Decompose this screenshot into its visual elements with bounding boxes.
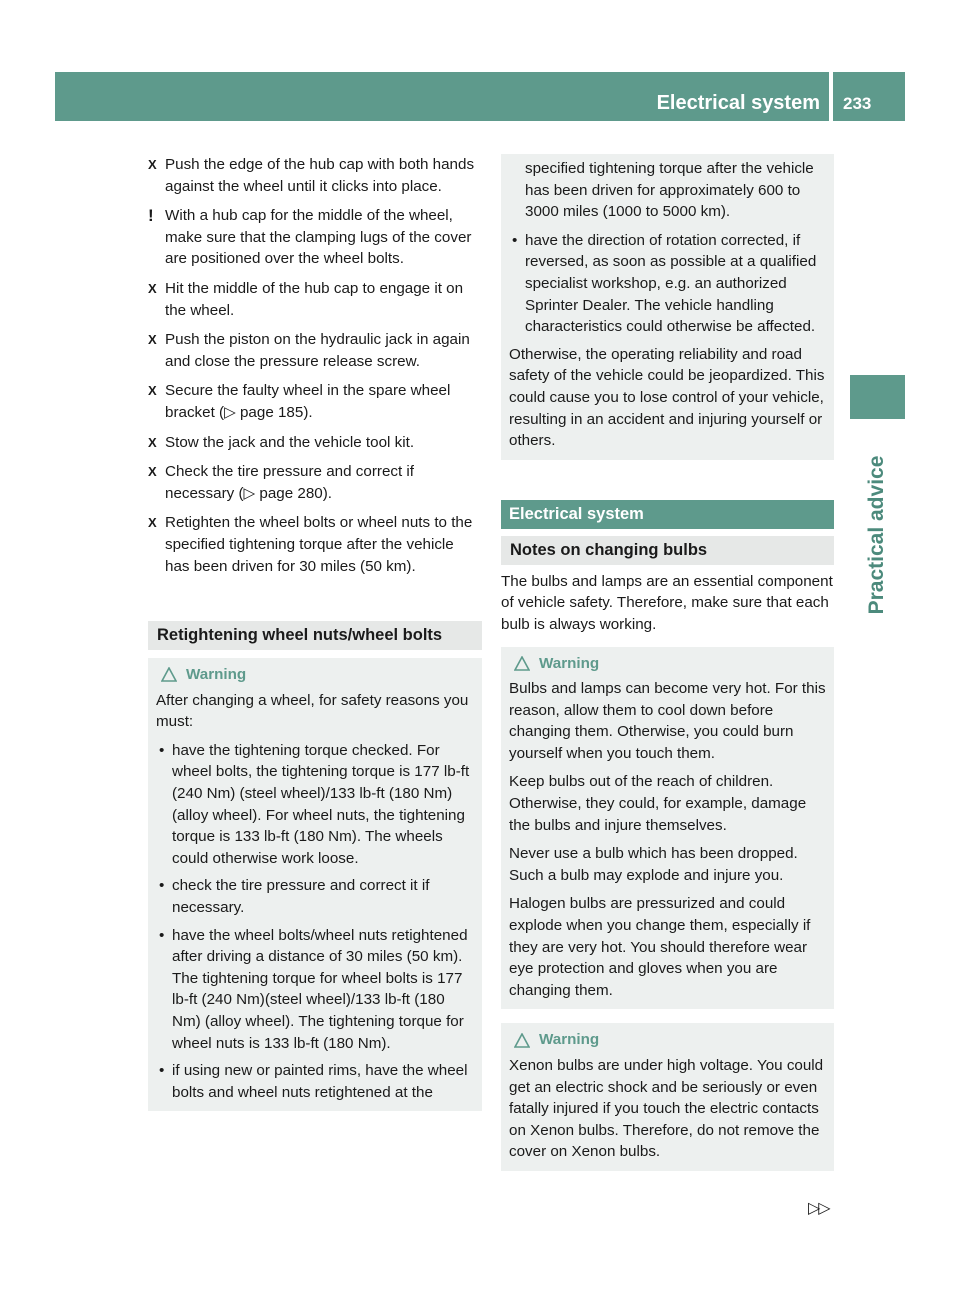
list-item: • if using new or painted rims, have the wheel bolts and wheel nuts retightened at the: [159, 1062, 468, 1101]
warning-text: Keep bulbs out of the reach of children. Otherwise, they could, for example, damage the bulbs and injure themselves.: [509, 773, 807, 834]
step-arrow-icon: X: [148, 434, 157, 450]
section-heading-bulbs: Notes on changing bulbs: [501, 536, 834, 565]
exclamation-icon: !: [148, 206, 154, 226]
warning-title: Warning: [509, 1029, 826, 1051]
warning-box: [148, 658, 482, 1111]
warning-text: specified tightening torque after the vehicle has been driven for approximately 600 to 3000 miles (1000 to 5000 km).: [525, 160, 814, 221]
left-column: [148, 154, 482, 1111]
warning-title: Warning: [509, 653, 826, 675]
chapter-tab: [850, 375, 905, 419]
step-arrow-icon: X: [148, 383, 157, 399]
body-text: The bulbs and lamps are an essential component of vehicle safety. Therefore, make sure that each bulb is always working.: [501, 572, 833, 633]
warning-triangle-icon: [161, 667, 177, 682]
warning-text: Otherwise, the operating reliability and road safety of the vehicle could be jeopardized. This could cause you to lose control of your vehicle, resulting in an accident and injuring yourself or others.: [509, 345, 825, 450]
list-item: • have the direction of rotation corrected, if reversed, as soon as possible at a qualified specialist workshop, e.g. an authorized Sprinter Dealer. The vehicle handling characteristics could otherwise be affected.: [512, 231, 817, 336]
page-title: Electrical system: [656, 92, 820, 114]
instruction-step: X Stow the jack and the vehicle tool kit.: [148, 432, 482, 454]
warning-box-continued: [501, 154, 834, 460]
warning-box: [501, 1023, 834, 1171]
instruction-step: X Retighten the wheel bolts or wheel nuts to the specified tightening torque after the vehicle has been driven for 30 miles (50 km).: [148, 514, 473, 575]
instruction-step: X Push the piston on the hydraulic jack in again and close the pressure release screw.: [148, 331, 470, 370]
caution-note: ! With a hub cap for the middle of the wheel, make sure that the clamping lugs of the cover are positioned over the wheel bolts.: [148, 206, 472, 268]
warning-text: Bulbs and lamps can become very hot. For this reason, allow them to cool down before changing them. Otherwise, you could burn yourself when you touch them.: [509, 680, 826, 762]
page-number: 233: [843, 94, 872, 113]
instruction-step: X Hit the middle of the hub cap to engage it on the wheel.: [148, 279, 464, 319]
chapter-label: Practical advice: [865, 455, 888, 615]
step-arrow-icon: X: [148, 332, 157, 348]
warning-box: [501, 647, 834, 1010]
warning-text: After changing a wheel, for safety reasons you must:: [156, 691, 469, 731]
step-arrow-icon: X: [148, 280, 157, 296]
right-column: [501, 154, 834, 1171]
warning-text: Halogen bulbs are pressurized and could explode when you change them, especially if they are very hot. You should therefore wear eye protection and gloves when you are changing them.: [509, 895, 811, 999]
warning-title: Warning: [156, 664, 474, 686]
section-heading-electrical-system: Electrical system: [501, 500, 834, 529]
list-item: • have the tightening torque checked. For wheel bolts, the tightening torque is 177 lb-ft (240 Nm) (steel wheel)/133 lb-ft (180 Nm) (alloy wheel). For wheel nuts, the tightening torque is 133 lb-ft (180 Nm). The wheels could otherwise work loose.: [159, 741, 470, 867]
instruction-step: X Push the edge of the hub cap with both hands against the wheel until it clicks into place.: [148, 156, 475, 195]
step-arrow-icon: X: [148, 157, 157, 172]
continue-arrows-icon: ▷▷: [808, 1200, 829, 1217]
section-heading-retightening: Retightening wheel nuts/wheel bolts: [148, 621, 482, 650]
instruction-step: X Check the tire pressure and correct if necessary (▷ page 280).: [148, 463, 415, 502]
step-arrow-icon: X: [148, 464, 157, 480]
list-item: • have the wheel bolts/wheel nuts retightened after driving a distance of 30 miles (50 km). The tightening torque for wheel bolts is 177 lb-ft (240 Nm)(steel wheel)/133 lb-ft (180 Nm) (alloy wheel). The tightening torque for wheel nuts is 133 lb-ft (180 Nm).: [159, 926, 468, 1052]
instruction-step: X Secure the faulty wheel in the spare wheel bracket (▷ page 185).: [148, 382, 451, 421]
header-separator: [829, 72, 833, 121]
warning-text: Never use a bulb which has been dropped. Such a bulb may explode and injure you.: [509, 845, 798, 884]
list-item: • check the tire pressure and correct it if necessary.: [159, 877, 430, 917]
warning-text: Xenon bulbs are under high voltage. You could get an electric shock and be seriously or even fatally injured if you touch the electric contacts on Xenon bulbs. Therefore, do not remove the cover on Xenon bulbs.: [509, 1057, 824, 1161]
warning-triangle-icon: [514, 1033, 530, 1048]
warning-triangle-icon: [514, 656, 530, 671]
step-arrow-icon: X: [148, 515, 157, 531]
